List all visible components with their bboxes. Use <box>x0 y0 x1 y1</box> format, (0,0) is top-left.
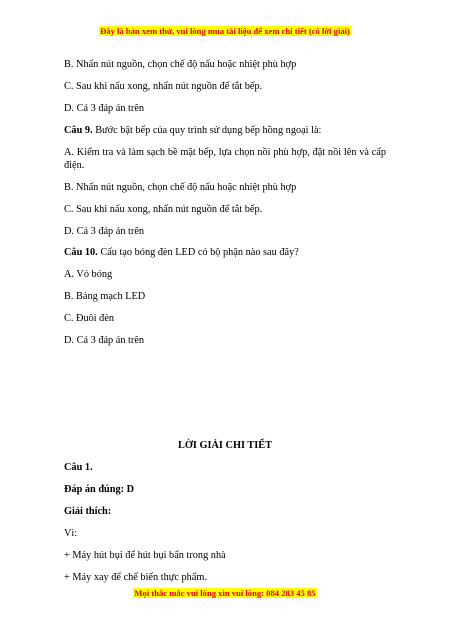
q10-option-b: B. Bảng mạch LED <box>64 291 146 302</box>
q10-question <box>64 246 386 259</box>
footer-banner: Mọi thắc mắc vui lòng xin vui lòng: 084 283 45 85 <box>134 588 316 598</box>
q10-option-c: C. Đuôi đèn <box>64 313 115 324</box>
q9-option-b: B. Nhấn nút nguồn, chọn chế độ nấu hoặc nhiệt phù hợp <box>64 182 297 193</box>
q9-option-a: A. Kiểm tra và làm sạch bề mặt bếp, lựa chọn nồi phù hợp, đặt nồi lên và cấp điện. <box>64 147 386 171</box>
q8-option-c: C. Sau khi nấu xong, nhấn nút nguồn để tắt bếp. <box>64 81 263 92</box>
q9-text: Bước bật bếp của quy trình sử dụng bếp hồng ngoại là: <box>95 125 322 136</box>
q10-text: Cấu tạo bóng đèn LED có bộ phận nào sau đây? <box>100 247 299 258</box>
solution-answer: Đáp án đúng: D <box>64 484 135 495</box>
q10-option-d: D. Cả 3 đáp án trên <box>64 335 145 346</box>
q10-label: Câu 10. <box>64 247 98 258</box>
q8-option-d: D. Cả 3 đáp án trên <box>64 103 145 114</box>
q8-option-b: B. Nhấn nút nguồn, chọn chế độ nấu hoặc nhiệt phù hợp <box>64 59 297 70</box>
solution-question-label: Câu 1. <box>64 462 93 473</box>
q10-option-a: A. Vỏ bóng <box>64 269 113 280</box>
solution-line: Vì: <box>64 528 78 539</box>
solution-line: + Máy hút bụi để hút bụi bẩn trong nhà <box>64 550 226 561</box>
solution-line: + Máy xay để chế biến thực phẩm. <box>64 572 207 583</box>
q9-option-d: D. Cả 3 đáp án trên <box>64 226 145 237</box>
q9-label: Câu 9. <box>64 125 93 136</box>
q9-question <box>64 124 386 137</box>
q9-option-c: C. Sau khi nấu xong, nhấn nút nguồn để tắt bếp. <box>64 204 263 215</box>
solution-explain-label: Giải thích: <box>64 506 112 517</box>
header-banner: Đây là bản xem thử, vui lòng mua tài liệu để xem chi tiết (có lời giải) <box>100 26 350 36</box>
solution-title: LỜI GIẢI CHI TIẾT <box>178 440 272 451</box>
